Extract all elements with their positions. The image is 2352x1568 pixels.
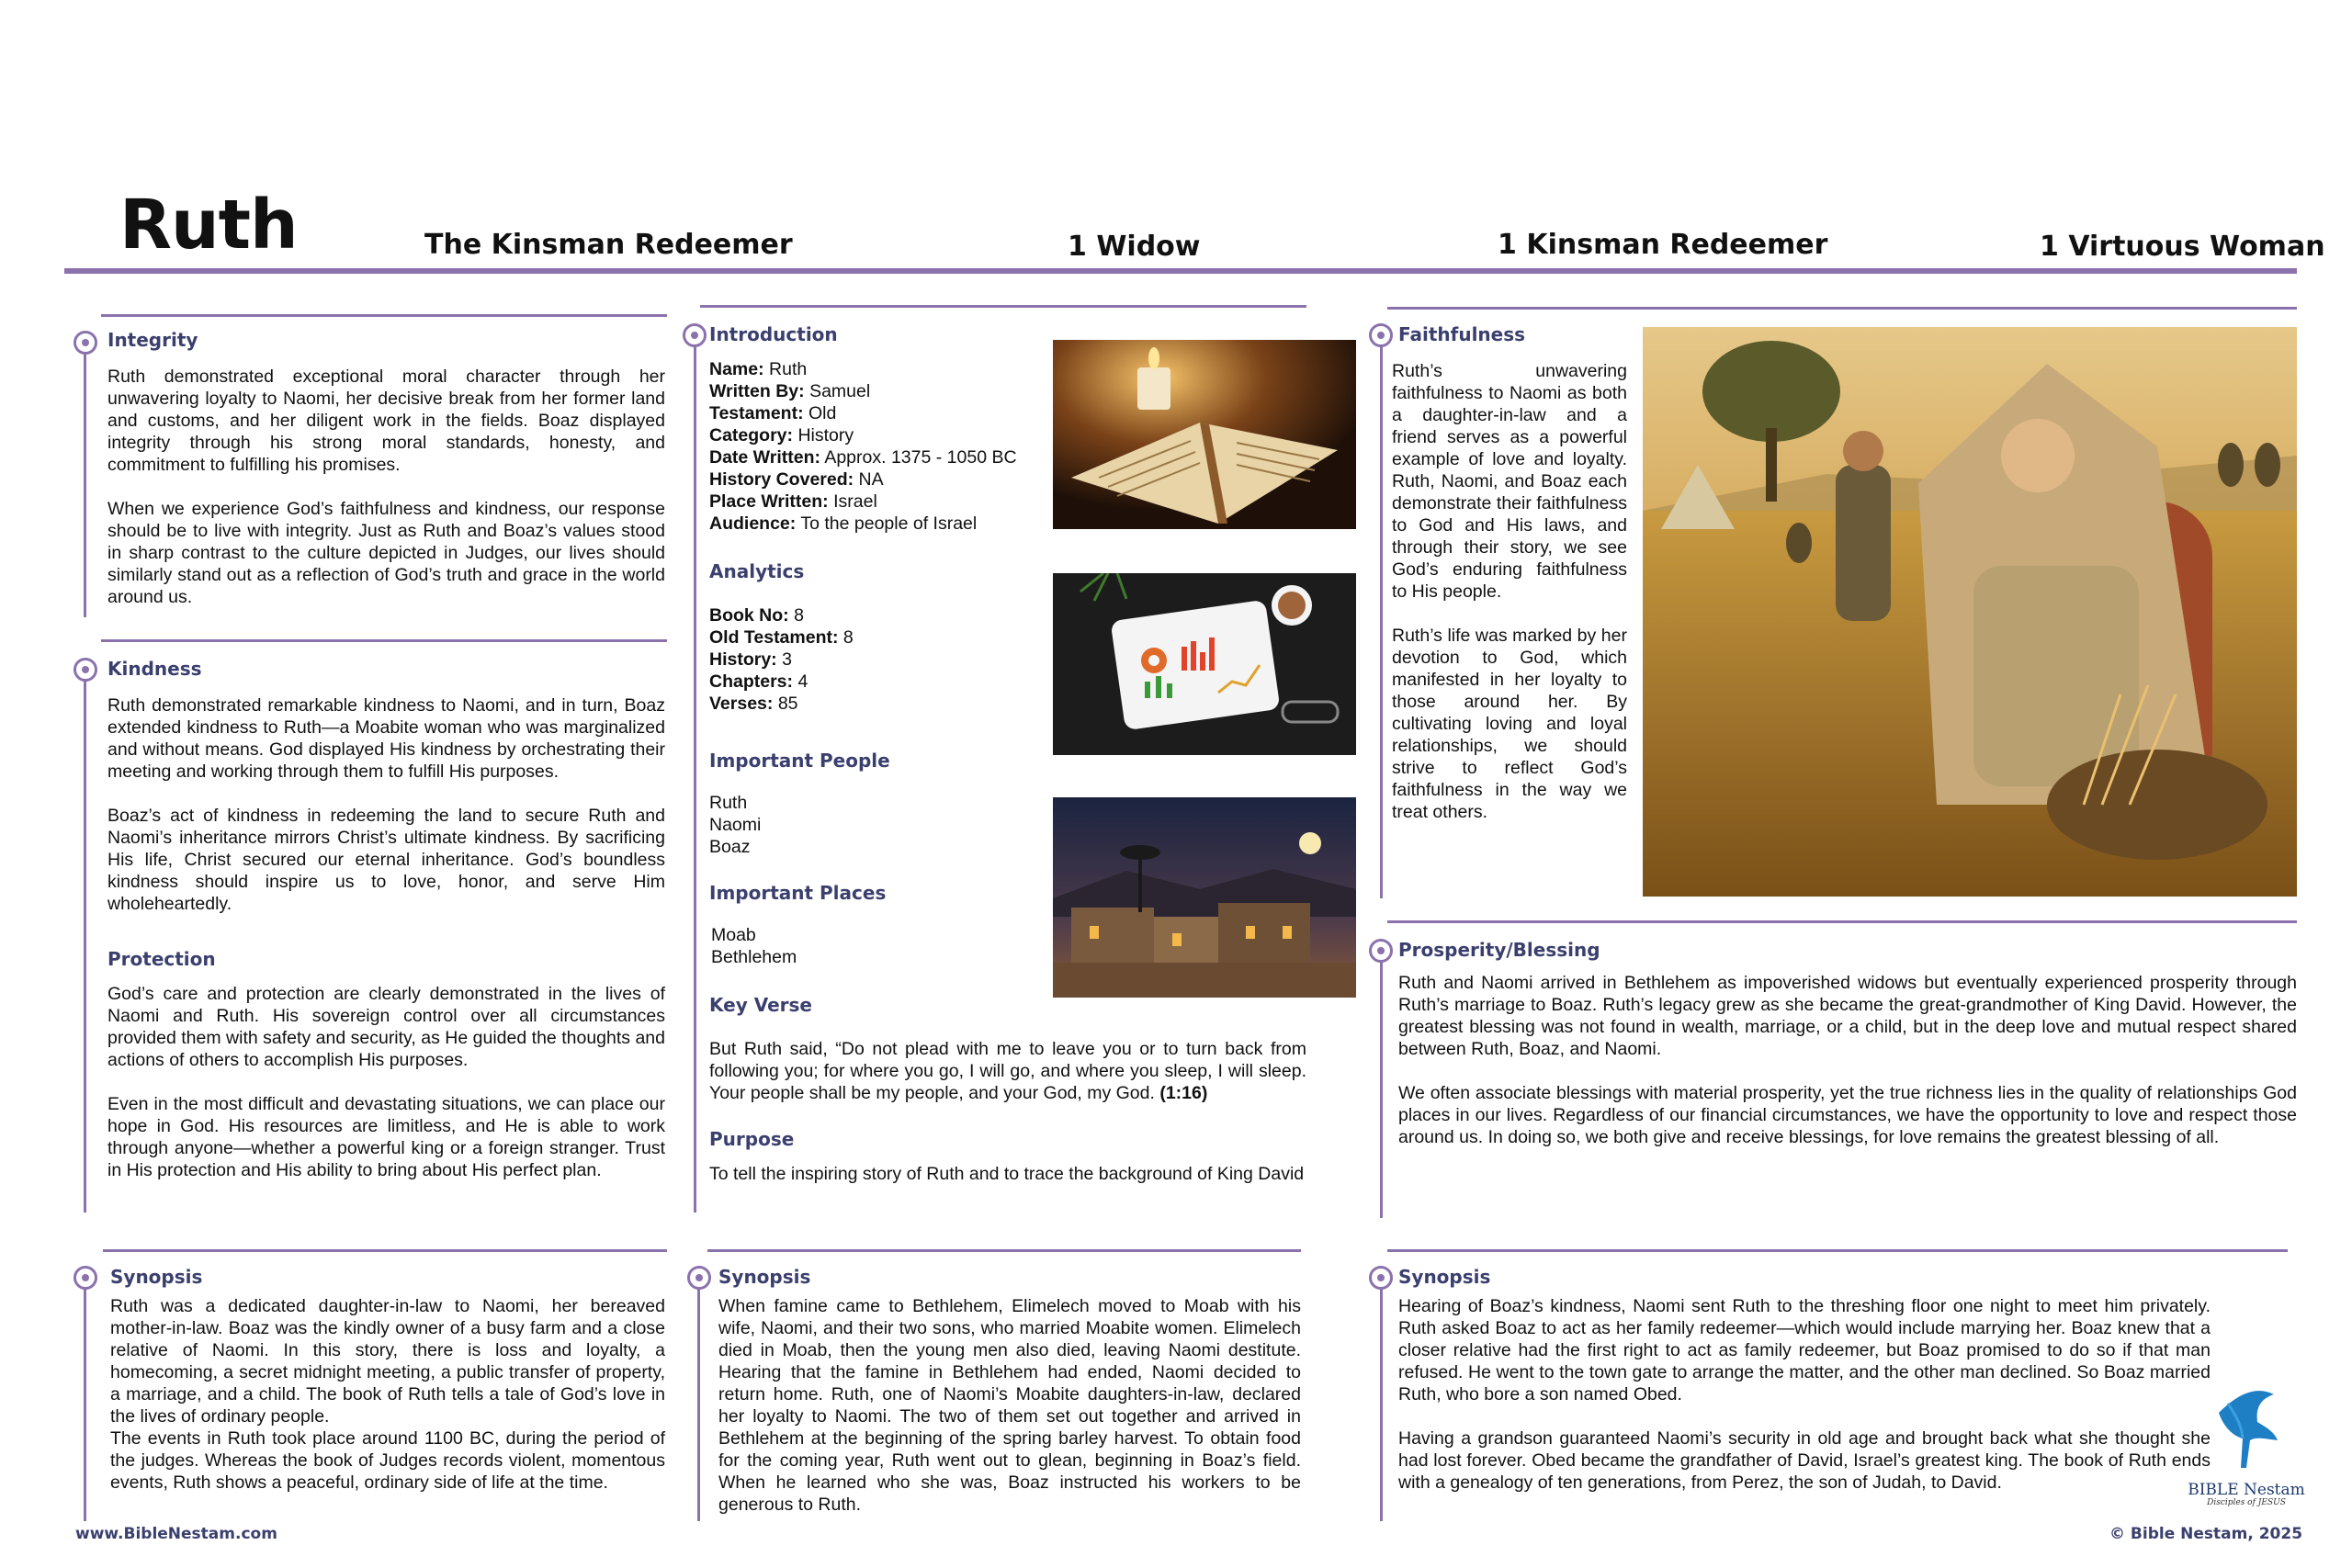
kindness-body (107, 694, 665, 915)
introduction-title: Introduction (709, 323, 838, 345)
protection-body (107, 983, 665, 1181)
protection-p2: Even in the most difficult and devastating situations, we can place our hope in God. His resources are limitless, and He is able to work through anyone—whether a powerful king or a foreign stranger. Trust in His protection and His ability to bring about His perfect plan. (107, 1094, 665, 1180)
people-list (709, 792, 761, 858)
section-rule (707, 1249, 1301, 1252)
section-vline (694, 342, 696, 1213)
key-verse-title: Key Verse (709, 994, 812, 1016)
intro-date: Approx. 1375 - 1050 BC (824, 447, 1017, 468)
brand-logo (2187, 1385, 2306, 1507)
tablet-chart-illustration (1053, 573, 1356, 755)
key-verse-text: But Ruth said, “Do not plead with me to leave you or to turn back from following you; for where you go, I will go, and where you sleep, I will sleep. Your people shall be my people, and your God, my God. (709, 1039, 1306, 1103)
prosperity-p1: Ruth and Naomi arrived in Bethlehem as impoverished widows but eventually experienced prosperity through Ruth’s marriage to Boaz. Ruth’s legacy grew as she became the great-grandmother of King David. However, the greatest blessing was not found in wealth, marriage, or a child, but in the deep love and mutual respect shared between Ruth, Boaz, and Naomi. (1398, 973, 2297, 1059)
section-bullet-icon (687, 1266, 711, 1290)
intro-name: Ruth (769, 359, 808, 379)
protection-title: Protection (107, 948, 216, 970)
header-widow: 1 Widow (1068, 231, 1201, 263)
section-bullet-icon (1369, 1266, 1393, 1290)
synopsis1-p2: The events in Ruth took place around 1100 BC, during the period of the judges. Whereas the book of Judges records violent, momentous events, Ruth shows a peaceful, ordinary side of life at the time. (110, 1428, 665, 1493)
header-virtuous: 1 Virtuous Woman (2040, 231, 2325, 263)
list-item: Moab (711, 925, 756, 945)
section-rule (1387, 1249, 2288, 1252)
synopsis1-p1: Ruth was a dedicated daughter-in-law to Naomi, her bereaved mother-in-law. Boaz was the kindly owner of a busy farm and a close relative of Naomi. In this story, there is loss and loyalty, a homecoming, a secret midnight meeting, a public transfer of property, a marriage, and a child. The book of Ruth tells a tale of God’s love in the lives of ordinary people. (110, 1296, 665, 1427)
header-kinsman: 1 Kinsman Redeemer (1498, 229, 1828, 261)
footer-copyright: © Bible Nestam, 2025 (2109, 1525, 2303, 1543)
faithfulness-p2: Ruth’s life was marked by her devotion to God, which manifested in her loyalty to those around her. By cultivating loving and loyal relationships, we should strive to reflect God’s faithfulness in the way we treat others. (1392, 626, 1627, 822)
intro-audience: To the people of Israel (800, 513, 978, 534)
places-list (711, 924, 797, 968)
page-subtitle: The Kinsman Redeemer (424, 229, 793, 261)
list-item: Naomi (709, 815, 762, 835)
synopsis3-p2: Having a grandson guaranteed Naomi’s security in old age and brought back what she thought she had lost forever. Obed became the grandfather of David, Israel’s greatest king. The book of Ruth ends with a genealogy of ten generations, from Perez, the son of Judah, to David. (1398, 1428, 2211, 1493)
synopsis1-title: Synopsis (110, 1266, 203, 1288)
footer-website[interactable]: www.BibleNestam.com (75, 1525, 277, 1543)
section-vline (1380, 952, 1383, 1218)
prosperity-title: Prosperity/Blessing (1398, 939, 1600, 961)
section-rule (101, 639, 667, 642)
kindness-p2: Boaz’s act of kindness in redeeming the land to secure Ruth and Naomi’s inheritance mirrors Christ’s ultimate kindness. By sacrificing His life, Christ secured our eternal inheritance. God’s boundless kindness should inspire us to love, honor, and serve Him wholeheartedly. (107, 806, 665, 914)
logo-name: BIBLE Nestam (2188, 1481, 2305, 1499)
places-title: Important Places (709, 882, 887, 904)
section-vline (697, 1277, 700, 1521)
dove-icon (2210, 1385, 2283, 1477)
section-vline (84, 342, 86, 617)
faithfulness-p1: Ruth’s unwavering faithfulness to Naomi as both a daughter-in-law and a friend serves as a powerful example of love and loyalty. Ruth, Naomi, and Boaz each demonstrate their faithfulness to God and His laws, and through their story, we see God’s enduring faithfulness to His people. (1392, 361, 1627, 602)
intro-author: Samuel (809, 381, 871, 401)
analytics-history: 3 (782, 649, 792, 670)
integrity-p2: When we experience God’s faithfulness and kindness, our response should be to live with integrity. Just as Ruth and Boaz’s values stood in sharp contrast to the culture depicted in Judges, our lives should similarly stand out as a reflection of God’s truth and grace in the world around us. (107, 499, 665, 607)
village-night-illustration (1053, 797, 1356, 998)
intro-testament: Old (808, 403, 837, 423)
section-bullet-icon (1369, 323, 1393, 347)
people-title: Important People (709, 750, 890, 772)
list-item: Boaz (709, 837, 751, 857)
synopsis1-body (110, 1295, 665, 1494)
logo-tagline: Disciples of JESUS (2207, 1497, 2286, 1507)
section-rule (101, 314, 667, 317)
analytics-chapters: 4 (797, 671, 808, 692)
section-bullet-icon (1369, 939, 1393, 963)
introduction-details: Name: Ruth Written By: Samuel Testament: Old Category: History Date Written: Approx. 1375 - 1050 BC History Covered: NA Place Written: Israel Audience: To the people of Israel (709, 359, 1017, 534)
protection-p1: God’s care and protection are clearly demonstrated in the lives of Naomi and Ruth. His sovereign control over all circumstances provided them with safety and security, as He guided the thoughts and actions of others to accomplish His purposes. (107, 984, 665, 1070)
list-item: Bethlehem (711, 947, 797, 967)
section-bullet-icon (74, 331, 97, 355)
bible-candle-image (1053, 340, 1356, 529)
synopsis3-body (1398, 1295, 2211, 1494)
faithfulness-body (1392, 360, 1627, 823)
list-item: Ruth (709, 793, 748, 813)
integrity-p1: Ruth demonstrated exceptional moral character through her unwavering loyalty to Naomi, her decisive break from her former land and customs, and her diligent work in the fields. Boaz displayed integrity through his strong moral standards, honesty, and commitment to fulfilling his promises. (107, 367, 665, 475)
synopsis3-p1: Hearing of Boaz’s kindness, Naomi sent Ruth to the threshing floor one night to meet him privately. Ruth asked Boaz to act as her family redeemer—which would include marrying her. Boaz knew that a closer relative had the first right to act as family redeemer, but Boaz promised to do so if that man refused. He went to the town gate to arrange the matter, and the other man declined. So Boaz married Ruth, who bore a son named Obed. (1398, 1296, 2211, 1404)
analytics-details: Book No: 8 Old Testament: 8 History: 3 Chapters: 4 Verses: 85 (709, 605, 854, 714)
section-vline (84, 1277, 86, 1521)
section-rule (1387, 920, 2297, 923)
section-rule (1387, 307, 2297, 310)
page-title: Ruth (119, 186, 298, 265)
intro-category: History (797, 425, 854, 446)
kindness-p1: Ruth demonstrated remarkable kindness to Naomi, and in turn, Boaz extended kindness to Ruth—a Moabite woman who was marginalized and without means. God displayed His kindness by orchestrating their meeting and working through them to fulfill His purposes. (107, 695, 665, 782)
key-verse-ref: (1:16) (1159, 1083, 1208, 1103)
section-vline (84, 669, 86, 1213)
purpose-title: Purpose (709, 1128, 795, 1150)
analytics-title: Analytics (709, 560, 805, 582)
synopsis2-p1: When famine came to Bethlehem, Elimelech moved to Moab with his wife, Naomi, and their two sons, who married Moabite women. Elimelech died in Moab, then the young men also died, leaving Naomi destitute. Hearing that the famine in Bethlehem had ended, Naomi decided to return home. Ruth, one of Naomi’s Moabite daughters-in-law, declared her loyalty to Naomi. The two of them set out together and arrived in Bethlehem at the beginning of the spring barley harvest. To obtain food for the coming year, Ruth went out to glean, beginning in Boaz’s field. When he learned who she was, Boaz instructed his workers to be generous to Ruth. (718, 1296, 1301, 1515)
intro-covered: NA (858, 469, 884, 490)
ruth-field-image (1643, 327, 2297, 897)
header-rule (64, 268, 2297, 274)
faithfulness-title: Faithfulness (1398, 323, 1526, 345)
prosperity-body (1398, 972, 2297, 1148)
key-verse-body (709, 1038, 1306, 1104)
integrity-title: Integrity (107, 329, 198, 351)
analytics-ot: 8 (842, 627, 854, 648)
synopsis2-body (718, 1295, 1301, 1516)
analytics-tablet-image (1053, 573, 1356, 755)
section-bullet-icon (683, 323, 707, 347)
prosperity-p2: We often associate blessings with material prosperity, yet the true richness lies in the quality of relationships God places in our lives. Regardless of our financial circumstances, we have the opportunity to love and respect those around us. In doing so, we both give and receive blessings, for love remains the greatest blessing of all. (1398, 1083, 2297, 1147)
section-bullet-icon (74, 1266, 97, 1290)
intro-place: Israel (833, 491, 877, 512)
synopsis3-title: Synopsis (1398, 1266, 1491, 1288)
bible-candle-illustration (1053, 340, 1356, 529)
kindness-title: Kindness (107, 658, 202, 680)
ruth-gleaning-illustration (1643, 327, 2297, 897)
section-vline (1380, 1277, 1383, 1521)
section-bullet-icon (74, 658, 97, 682)
analytics-book: 8 (794, 605, 804, 626)
purpose-text: To tell the inspiring story of Ruth and to trace the background of King David (709, 1164, 1305, 1184)
section-rule (700, 305, 1306, 308)
synopsis2-title: Synopsis (718, 1266, 811, 1288)
section-rule (103, 1249, 667, 1252)
section-vline (1380, 342, 1383, 898)
analytics-verses: 85 (777, 694, 798, 714)
integrity-body (107, 366, 665, 608)
bethlehem-night-image (1053, 797, 1356, 998)
